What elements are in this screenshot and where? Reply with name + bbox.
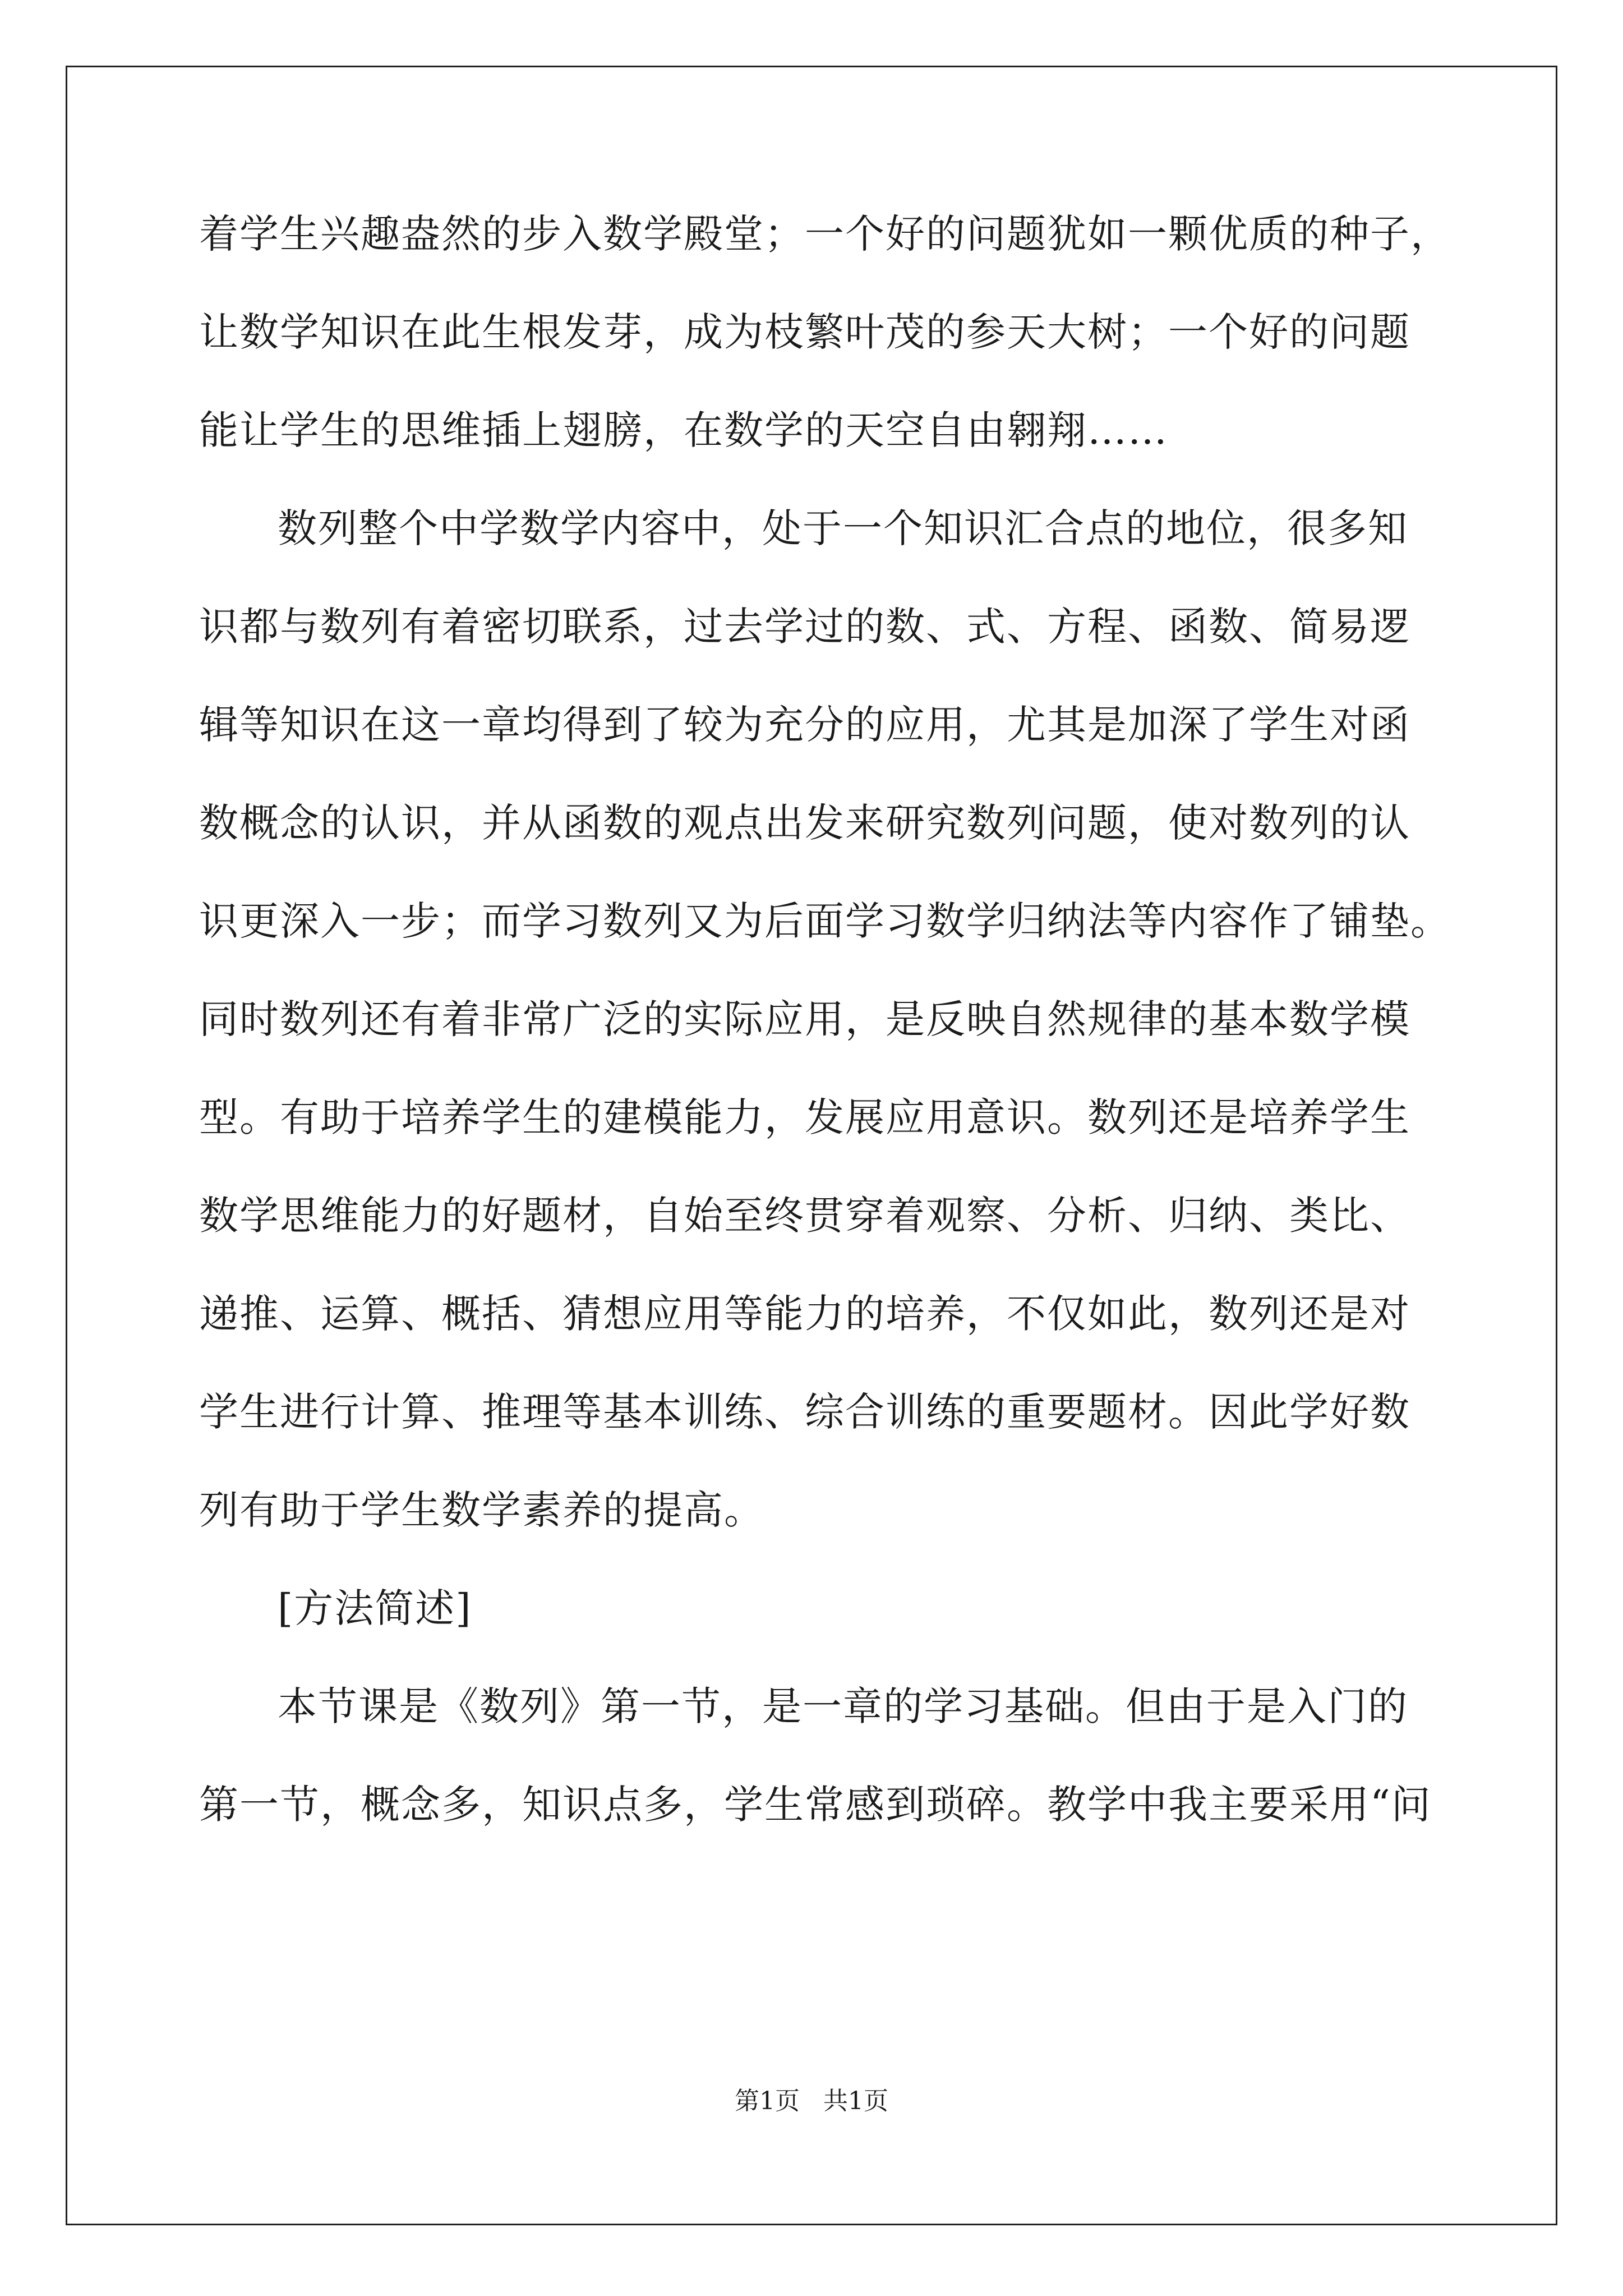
page-number-footer: 第1页 共1页 (735, 2087, 888, 2115)
text-line: 学生进行计算、推理等基本训练、综合训练的重要题材。因此学好数 (199, 1389, 1410, 1435)
text-line: 第一节，概念多，知识点多，学生常感到琐碎。教学中我主要采用“问 (199, 1782, 1432, 1828)
text-line: 能让学生的思维插上翅膀，在数学的天空自由翱翔…… (199, 407, 1168, 453)
paragraph-start-line: 数列整个中学数学内容中，处于一个知识汇合点的地位，很多知 (278, 505, 1408, 551)
text-line: 让数学知识在此生根发芽，成为枝繁叶茂的参天大树；一个好的问题 (199, 309, 1410, 355)
text-line: 着学生兴趣盎然的步入数学殿堂；一个好的问题犹如一颗优质的种子， (199, 211, 1451, 257)
text-line: 识都与数列有着密切联系，过去学过的数、式、方程、函数、简易逻 (199, 604, 1410, 650)
section-heading: [方法简述] (278, 1585, 472, 1631)
paragraph-start-line: 本节课是《数列》第一节，是一章的学习基础。但由于是入门的 (278, 1683, 1408, 1729)
text-line: 列有助于学生数学素养的提高。 (199, 1487, 764, 1533)
text-line: 型。有助于培养学生的建模能力，发展应用意识。数列还是培养学生 (199, 1094, 1410, 1140)
text-line: 同时数列还有着非常广泛的实际应用，是反映自然规律的基本数学模 (199, 996, 1410, 1042)
text-line: 数学思维能力的好题材，自始至终贯穿着观察、分析、归纳、类比、 (199, 1193, 1410, 1239)
text-line: 递推、运算、概括、猜想应用等能力的培养，不仅如此，数列还是对 (199, 1291, 1410, 1337)
text-line: 识更深入一步；而学习数列又为后面学习数学归纳法等内容作了铺垫。 (199, 898, 1451, 944)
text-line: 数概念的认识，并从函数的观点出发来研究数列问题，使对数列的认 (199, 800, 1410, 846)
text-line: 辑等知识在这一章均得到了较为充分的应用，尤其是加深了学生对函 (199, 702, 1410, 748)
document-body (199, 185, 1451, 1854)
